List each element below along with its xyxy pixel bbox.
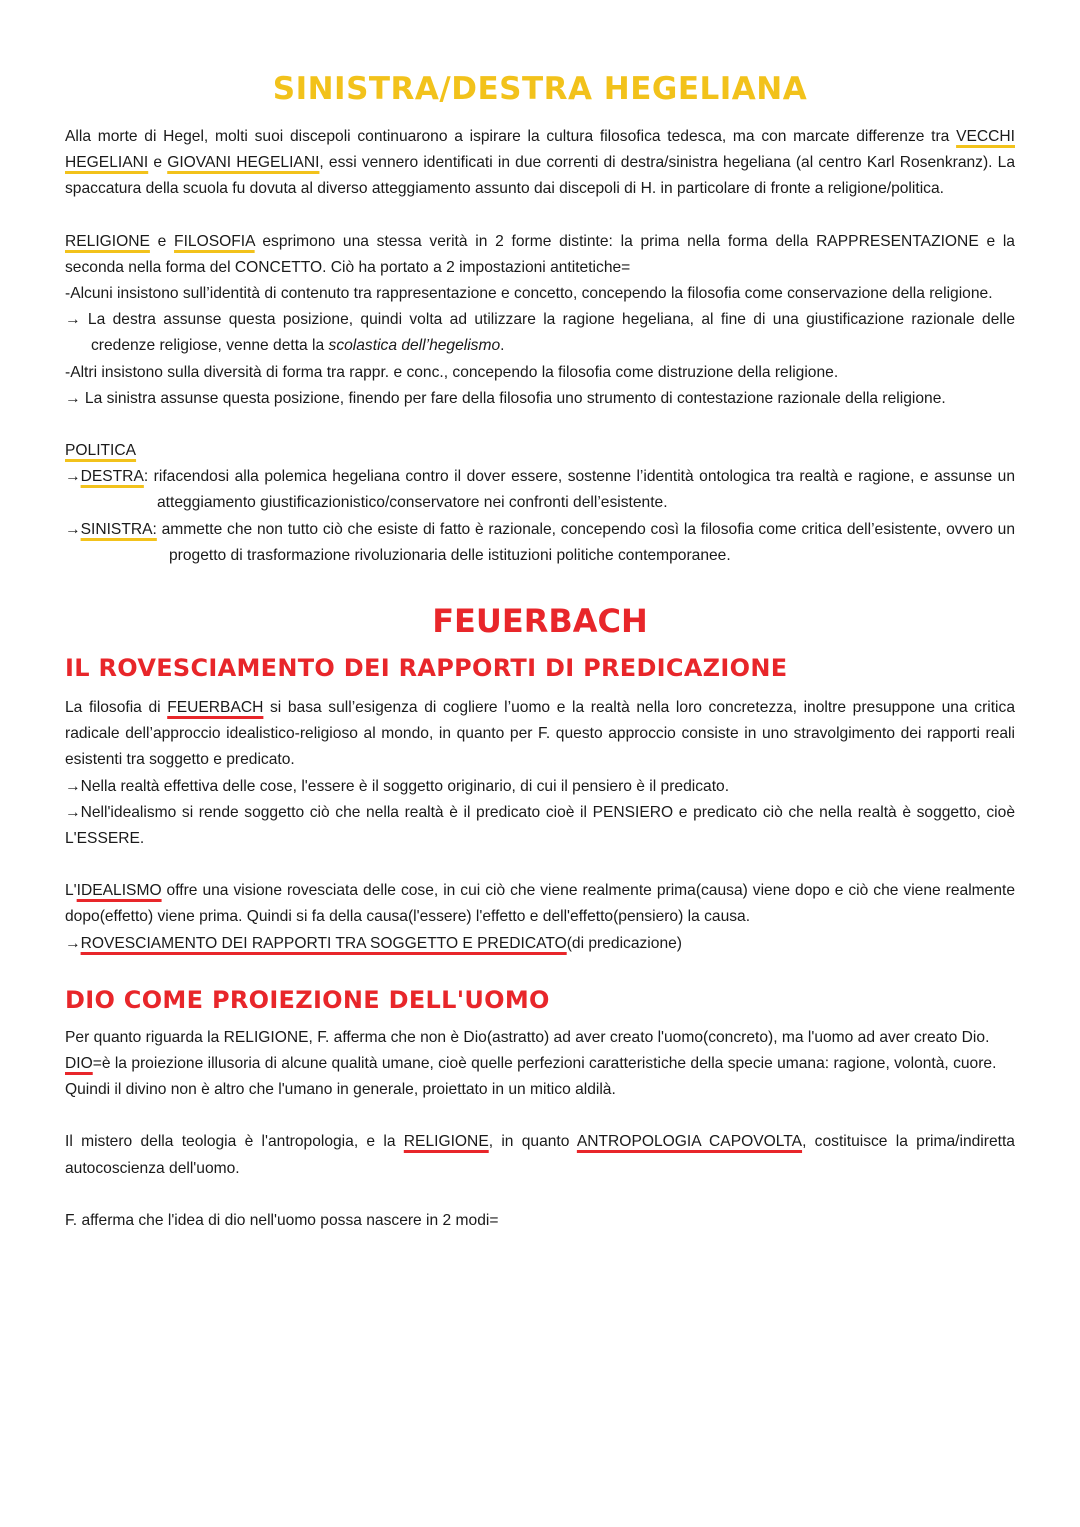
text: La filosofia di: [65, 699, 168, 717]
text: =è la proiezione illusoria di alcune qualità umane, cioè quelle perfezioni caratteristiche della specie umana: ragione, volontà, cuore.: [92, 1055, 997, 1073]
heading-dio-proiezione: DIO COME PROIEZIONE DELL'UOMO: [65, 985, 550, 1014]
text: , essi vennero identificati in due correnti di destra/sinistra hegeliana (al centro Karl Rosenkranz). La spaccatura della scuola fu dovuta al diverso atteggiamento assunto dai discepoli di H. in particolare di fronte a religione/politica.: [65, 154, 1015, 198]
text: L': [65, 882, 77, 900]
paragraph-altri: -Altri insistono sulla diversità di forma tra rappr. e conc., concependo la filosofia come distruzione della religione.: [65, 363, 839, 381]
paragraph-due-modi: F. afferma che l'idea di dio nell'uomo possa nascere in 2 modi=: [65, 1211, 499, 1229]
arrow-idealismo: →Nell'idealismo si rende soggetto ciò che nella realtà è il predicato cioè il PENSIERO e predicato ciò che nella realtà è soggetto, cioè L'ESSERE.: [65, 803, 1015, 848]
paragraph-mistero: [65, 1129, 1015, 1181]
text: .: [500, 337, 505, 355]
paragraph-feuerbach: [65, 695, 1015, 774]
paragraph-religione-dio: Per quanto riguarda la RELIGIONE, F. afferma che non è Dio(astratto) ad aver creato l'uomo(concreto), ma l'uomo ad aver creato Dio.: [65, 1028, 990, 1046]
arrow-destra-religione: [65, 307, 1015, 359]
arrow: →: [65, 520, 81, 538]
underlined-religione-red: RELIGIONE: [403, 1133, 489, 1151]
politica-destra: [65, 464, 1015, 516]
paragraph-alcuni: -Alcuni insistono sull’identità di contenuto tra rappresentazione e concetto, concependo la filosofia come conservazione della religione.: [65, 285, 993, 303]
text: Il mistero della teologia è l'antropologia, e la: [65, 1133, 404, 1151]
underlined-idealismo: IDEALISMO: [76, 882, 162, 900]
arrow-sinistra-religione: → La sinistra assunse questa posizione, finendo per fare della filosofia uno strumento di contestazione razionale della religione.: [65, 389, 946, 407]
text: e: [149, 232, 175, 250]
underlined-destra: DESTRA: [80, 468, 144, 486]
text: : rifacendosi alla polemica hegeliana contro il dover essere, sostenne l’identità ontologica tra realtà e ragione, e assunse un atteggiamento giustificazionistico/conservatore nei confronti dell’esistente.: [143, 468, 1015, 512]
paragraph-religione-filosofia: [65, 229, 1015, 281]
text: → La destra assunse questa posizione, quindi volta ad utilizzare la ragione hegeliana, al fine di una giustificazione razionale delle credenze religiose, venne detta la: [65, 311, 1015, 355]
arrow: →: [65, 934, 81, 952]
arrow-rovesciamento: [65, 931, 1015, 957]
arrow-realta: →Nella realtà effettiva delle cose, l'essere è il soggetto originario, di cui il pensiero è il predicato.: [65, 777, 730, 795]
title-feuerbach: FEUERBACH: [432, 602, 648, 641]
underlined-rovesciamento: ROVESCIAMENTO DEI RAPPORTI TRA SOGGETTO E PREDICATO: [80, 934, 567, 952]
underlined-dio: DIO: [65, 1055, 93, 1073]
underlined-filosofia: FILOSOFIA: [174, 232, 255, 250]
text: , in quanto: [488, 1133, 577, 1151]
title-sinistra-destra-hegeliana: SINISTRA/DESTRA HEGELIANA: [272, 71, 808, 107]
paragraph-idealismo: [65, 878, 1015, 930]
paragraph-intro: [65, 124, 1015, 203]
underlined-sinistra: SINISTRA:: [80, 520, 157, 538]
paragraph-dio-def: [65, 1051, 1015, 1077]
underlined-giovani-hegeliani: GIOVANI HEGELIANI: [167, 154, 320, 172]
politica-sinistra: [65, 517, 1015, 569]
text: e: [148, 154, 168, 172]
text: , costituisce la prima/indiretta autocoscienza dell'uomo.: [65, 1133, 1015, 1177]
underlined-antropologia-capovolta: ANTROPOLOGIA CAPOVOLTA: [576, 1133, 803, 1151]
text: ammette che non tutto ciò che esiste di fatto è razionale, concependo così la filosofia come critica dell’esistente, ovvero un progetto di trasformazione rivoluzionaria delle istituzioni politiche contemporanee.: [156, 520, 1015, 564]
text: (di predicazione): [566, 934, 682, 952]
text: offre una visione rovesciata delle cose, in cui ciò che viene realmente prima(causa) viene dopo e ciò che viene realmente dopo(effetto) viene prima. Quindi si fa della causa(l'essere) l'effetto e dell'effetto(pensiero) la causa.: [65, 882, 1015, 926]
text: si basa sull’esigenza di cogliere l’uomo e la realtà nella loro concretezza, inoltre presuppone una critica radicale dell’approccio idealistico-religioso al mondo, in quanto per F. questo approccio consiste in uno stravolgimento dei rapporti reali esistenti tra soggetto e predicato.: [65, 699, 1015, 769]
italic-scolastica: scolastica dell’hegelismo: [328, 337, 501, 355]
heading-politica: [65, 438, 1015, 464]
text: esprimono una stessa verità in 2 forme distinte: la prima nella forma della RAPPRESENTAZIONE e la seconda nella forma del CONCETTO. Ciò ha portato a 2 impostazioni antitetiche=: [65, 232, 1015, 276]
underlined-feuerbach: FEUERBACH: [167, 699, 264, 717]
arrow: →: [65, 468, 81, 486]
text: Alla morte di Hegel, molti suoi discepoli continuarono a ispirare la cultura filosofica tedesca, ma con marcate differenze tra: [65, 128, 957, 145]
underlined-politica: POLITICA: [65, 442, 137, 460]
paragraph-divino: Quindi il divino non è altro che l'umano in generale, proiettato in un mitico aldilà.: [65, 1081, 616, 1099]
underlined-religione: RELIGIONE: [65, 232, 150, 250]
underlined-vecchi-hegeliani: VECCHI HEGELIANI: [65, 128, 1015, 172]
heading-rovesciamento: IL ROVESCIAMENTO DEI RAPPORTI DI PREDICAZIONE: [65, 654, 788, 683]
